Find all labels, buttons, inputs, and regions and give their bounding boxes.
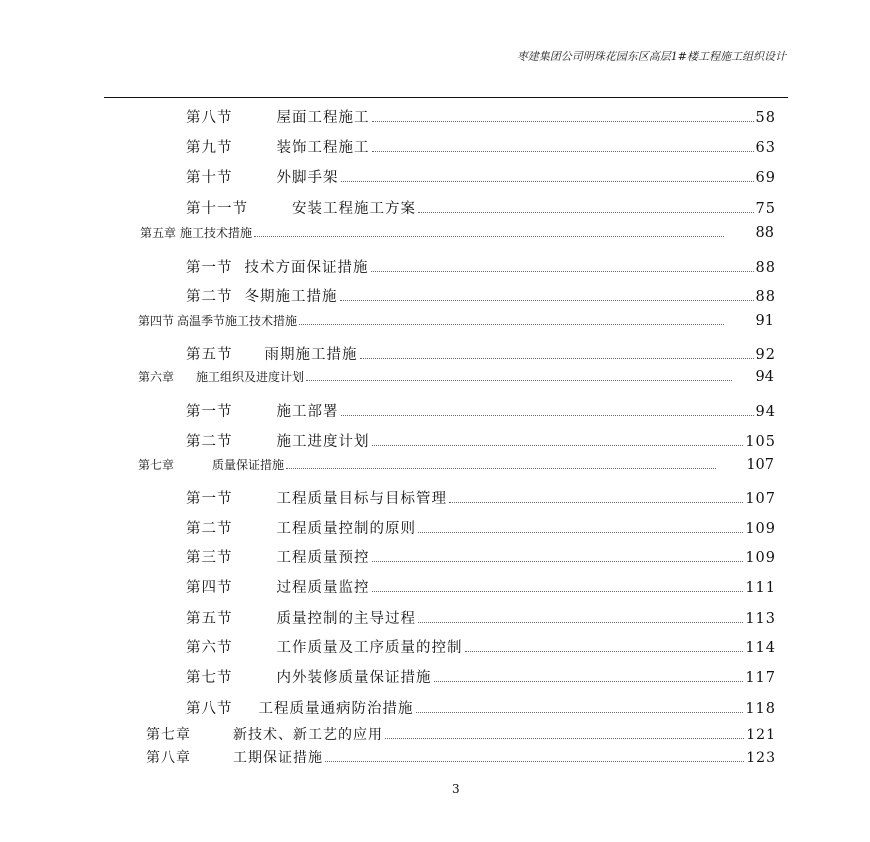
toc-entry[interactable] — [186, 343, 776, 364]
toc-entry[interactable] — [186, 666, 776, 687]
toc-entry-label: 第五节 — [186, 347, 233, 363]
dot-leader — [372, 561, 744, 562]
toc-entry-title: 装饰工程施工 — [276, 140, 370, 156]
toc-entry-label: 第一节 — [186, 404, 233, 420]
toc-entry-label: 第六章 — [138, 370, 175, 384]
toc-entry-title: 施工技术措施 — [180, 226, 253, 240]
toc-entry-label: 第五章 — [140, 226, 177, 240]
toc-entry[interactable] — [186, 697, 776, 718]
toc-entry-title: 屋面工程施工 — [276, 110, 370, 126]
dot-leader — [418, 212, 754, 213]
toc-entry-label: 第七节 — [186, 670, 233, 686]
dot-leader — [372, 591, 744, 592]
toc-entry-page: 92 — [755, 347, 776, 363]
toc-entry-title: 施工部署 — [276, 404, 339, 420]
toc-entry-title: 工程质量预控 — [276, 550, 370, 566]
toc-chapter-entry[interactable] — [138, 456, 774, 473]
toc-entry-page: 58 — [755, 110, 776, 126]
page-number: 3 — [452, 782, 460, 796]
toc-entry-page: 109 — [745, 550, 776, 566]
dot-leader — [340, 300, 754, 301]
dot-leader — [299, 324, 724, 325]
dot-leader — [372, 445, 744, 446]
toc-entry-label: 第十节 — [186, 170, 233, 186]
toc-entry[interactable] — [186, 546, 776, 567]
toc-entry-page: 113 — [745, 611, 776, 627]
toc-entry-label: 第二节 — [186, 521, 233, 537]
toc-entry-label: 第九节 — [186, 140, 233, 156]
toc-entry-page: 88 — [755, 289, 776, 305]
toc-entry-page: 107 — [745, 491, 776, 507]
dot-leader — [254, 236, 724, 237]
toc-entry[interactable] — [186, 487, 776, 508]
toc-chapter-entry[interactable] — [140, 224, 774, 241]
toc-entry[interactable] — [186, 576, 776, 597]
toc-entry[interactable] — [186, 197, 776, 218]
toc-entry[interactable] — [186, 285, 776, 306]
toc-entry-title: 质量控制的主导过程 — [276, 611, 416, 627]
toc-entry[interactable] — [186, 256, 776, 277]
toc-entry-page: 118 — [745, 701, 776, 717]
toc-entry-title: 高温季节施工技术措施 — [177, 314, 298, 328]
toc-entry-label: 第八节 — [186, 701, 233, 717]
toc-entry-title: 工程质量目标与目标管理 — [276, 491, 447, 507]
dot-leader — [434, 681, 744, 682]
toc-entry[interactable] — [186, 136, 776, 157]
toc-entry-title: 新技术、新工艺的应用 — [233, 727, 383, 743]
toc-entry-label: 第一节 — [186, 491, 233, 507]
toc-entry[interactable] — [186, 400, 776, 421]
toc-chapter-entry[interactable] — [138, 368, 774, 385]
toc-entry[interactable] — [186, 607, 776, 628]
dot-leader — [385, 738, 744, 739]
toc-entry[interactable] — [186, 517, 776, 538]
toc-entry-page: 69 — [755, 170, 776, 186]
toc-entry[interactable] — [186, 430, 776, 451]
toc-entry-page: 123 — [746, 750, 776, 766]
toc-entry-title: 工程质量控制的原则 — [276, 521, 416, 537]
toc-entry-title: 过程质量监控 — [276, 580, 370, 596]
toc-entry-label: 第二节 — [186, 434, 233, 450]
dot-leader — [418, 532, 743, 533]
toc-entry-label: 第五节 — [186, 611, 233, 627]
toc-entry[interactable] — [186, 636, 776, 657]
toc-entry-page: 63 — [755, 140, 776, 156]
dot-leader — [418, 622, 743, 623]
toc-entry-title: 质量保证措施 — [212, 458, 285, 472]
toc-entry-page: 94 — [755, 369, 774, 385]
toc-entry-label: 第八节 — [186, 110, 233, 126]
toc-entry-title: 工期保证措施 — [233, 750, 323, 766]
toc-entry-page: 75 — [755, 201, 776, 217]
toc-entry-title: 冬期施工措施 — [244, 289, 338, 305]
toc-entry-title: 外脚手架 — [276, 170, 339, 186]
dot-leader — [416, 712, 744, 713]
dot-leader — [465, 651, 744, 652]
toc-entry-label: 第三节 — [186, 550, 233, 566]
toc-entry-label: 第二节 — [186, 289, 233, 305]
toc-entry-title: 工作质量及工序质量的控制 — [276, 640, 463, 656]
toc-entry-page: 88 — [755, 225, 774, 241]
toc-entry-title: 技术方面保证措施 — [244, 260, 369, 276]
toc-entry-title: 安装工程施工方案 — [292, 201, 416, 217]
toc-entry-label: 第八章 — [146, 750, 191, 766]
dot-leader — [360, 358, 754, 359]
toc-entry-label: 第七章 — [138, 458, 175, 472]
toc-entry-label: 第一节 — [186, 260, 233, 276]
dot-leader — [286, 468, 716, 469]
dot-leader — [372, 121, 754, 122]
dot-leader — [371, 271, 754, 272]
dot-leader — [306, 380, 732, 381]
toc-entry-page: 94 — [755, 404, 776, 420]
toc-entry-title: 工程质量通病防治措施 — [258, 701, 414, 717]
toc-entry-page: 105 — [745, 434, 776, 450]
toc-chapter-entry[interactable] — [146, 747, 776, 767]
toc-entry-label: 第四节 — [186, 580, 233, 596]
toc-entry-page: 111 — [745, 580, 776, 596]
toc-entry-label: 第四节 — [138, 314, 175, 328]
toc-entry-label: 第六节 — [186, 640, 233, 656]
toc-entry[interactable] — [186, 166, 776, 187]
toc-chapter-entry[interactable] — [146, 724, 776, 744]
dot-leader — [341, 415, 754, 416]
toc-entry-title: 施工进度计划 — [276, 434, 370, 450]
header-divider — [104, 97, 788, 98]
toc-entry-page: 91 — [755, 313, 774, 329]
dot-leader — [449, 502, 743, 503]
toc-entry-page: 107 — [746, 457, 774, 473]
toc-entry[interactable] — [186, 106, 776, 127]
toc-entry-page: 117 — [745, 670, 776, 686]
dot-leader — [372, 151, 754, 152]
toc-entry-title: 施工组织及进度计划 — [196, 370, 305, 384]
toc-entry-page: 121 — [746, 727, 776, 743]
toc-entry-page: 109 — [745, 521, 776, 537]
dot-leader — [341, 181, 754, 182]
toc-entry-title: 雨期施工措施 — [264, 347, 358, 363]
dot-leader — [325, 761, 744, 762]
toc-entry[interactable] — [138, 312, 774, 329]
toc-entry-page: 88 — [755, 260, 776, 276]
toc-entry-title: 内外装修质量保证措施 — [276, 670, 432, 686]
toc-entry-page: 114 — [745, 640, 776, 656]
toc-entry-label: 第七章 — [146, 727, 191, 743]
header-title: 枣建集团公司明珠花园东区高层1#楼工程施工组织设计 — [516, 50, 786, 63]
toc-entry-label: 第十一节 — [186, 201, 248, 217]
